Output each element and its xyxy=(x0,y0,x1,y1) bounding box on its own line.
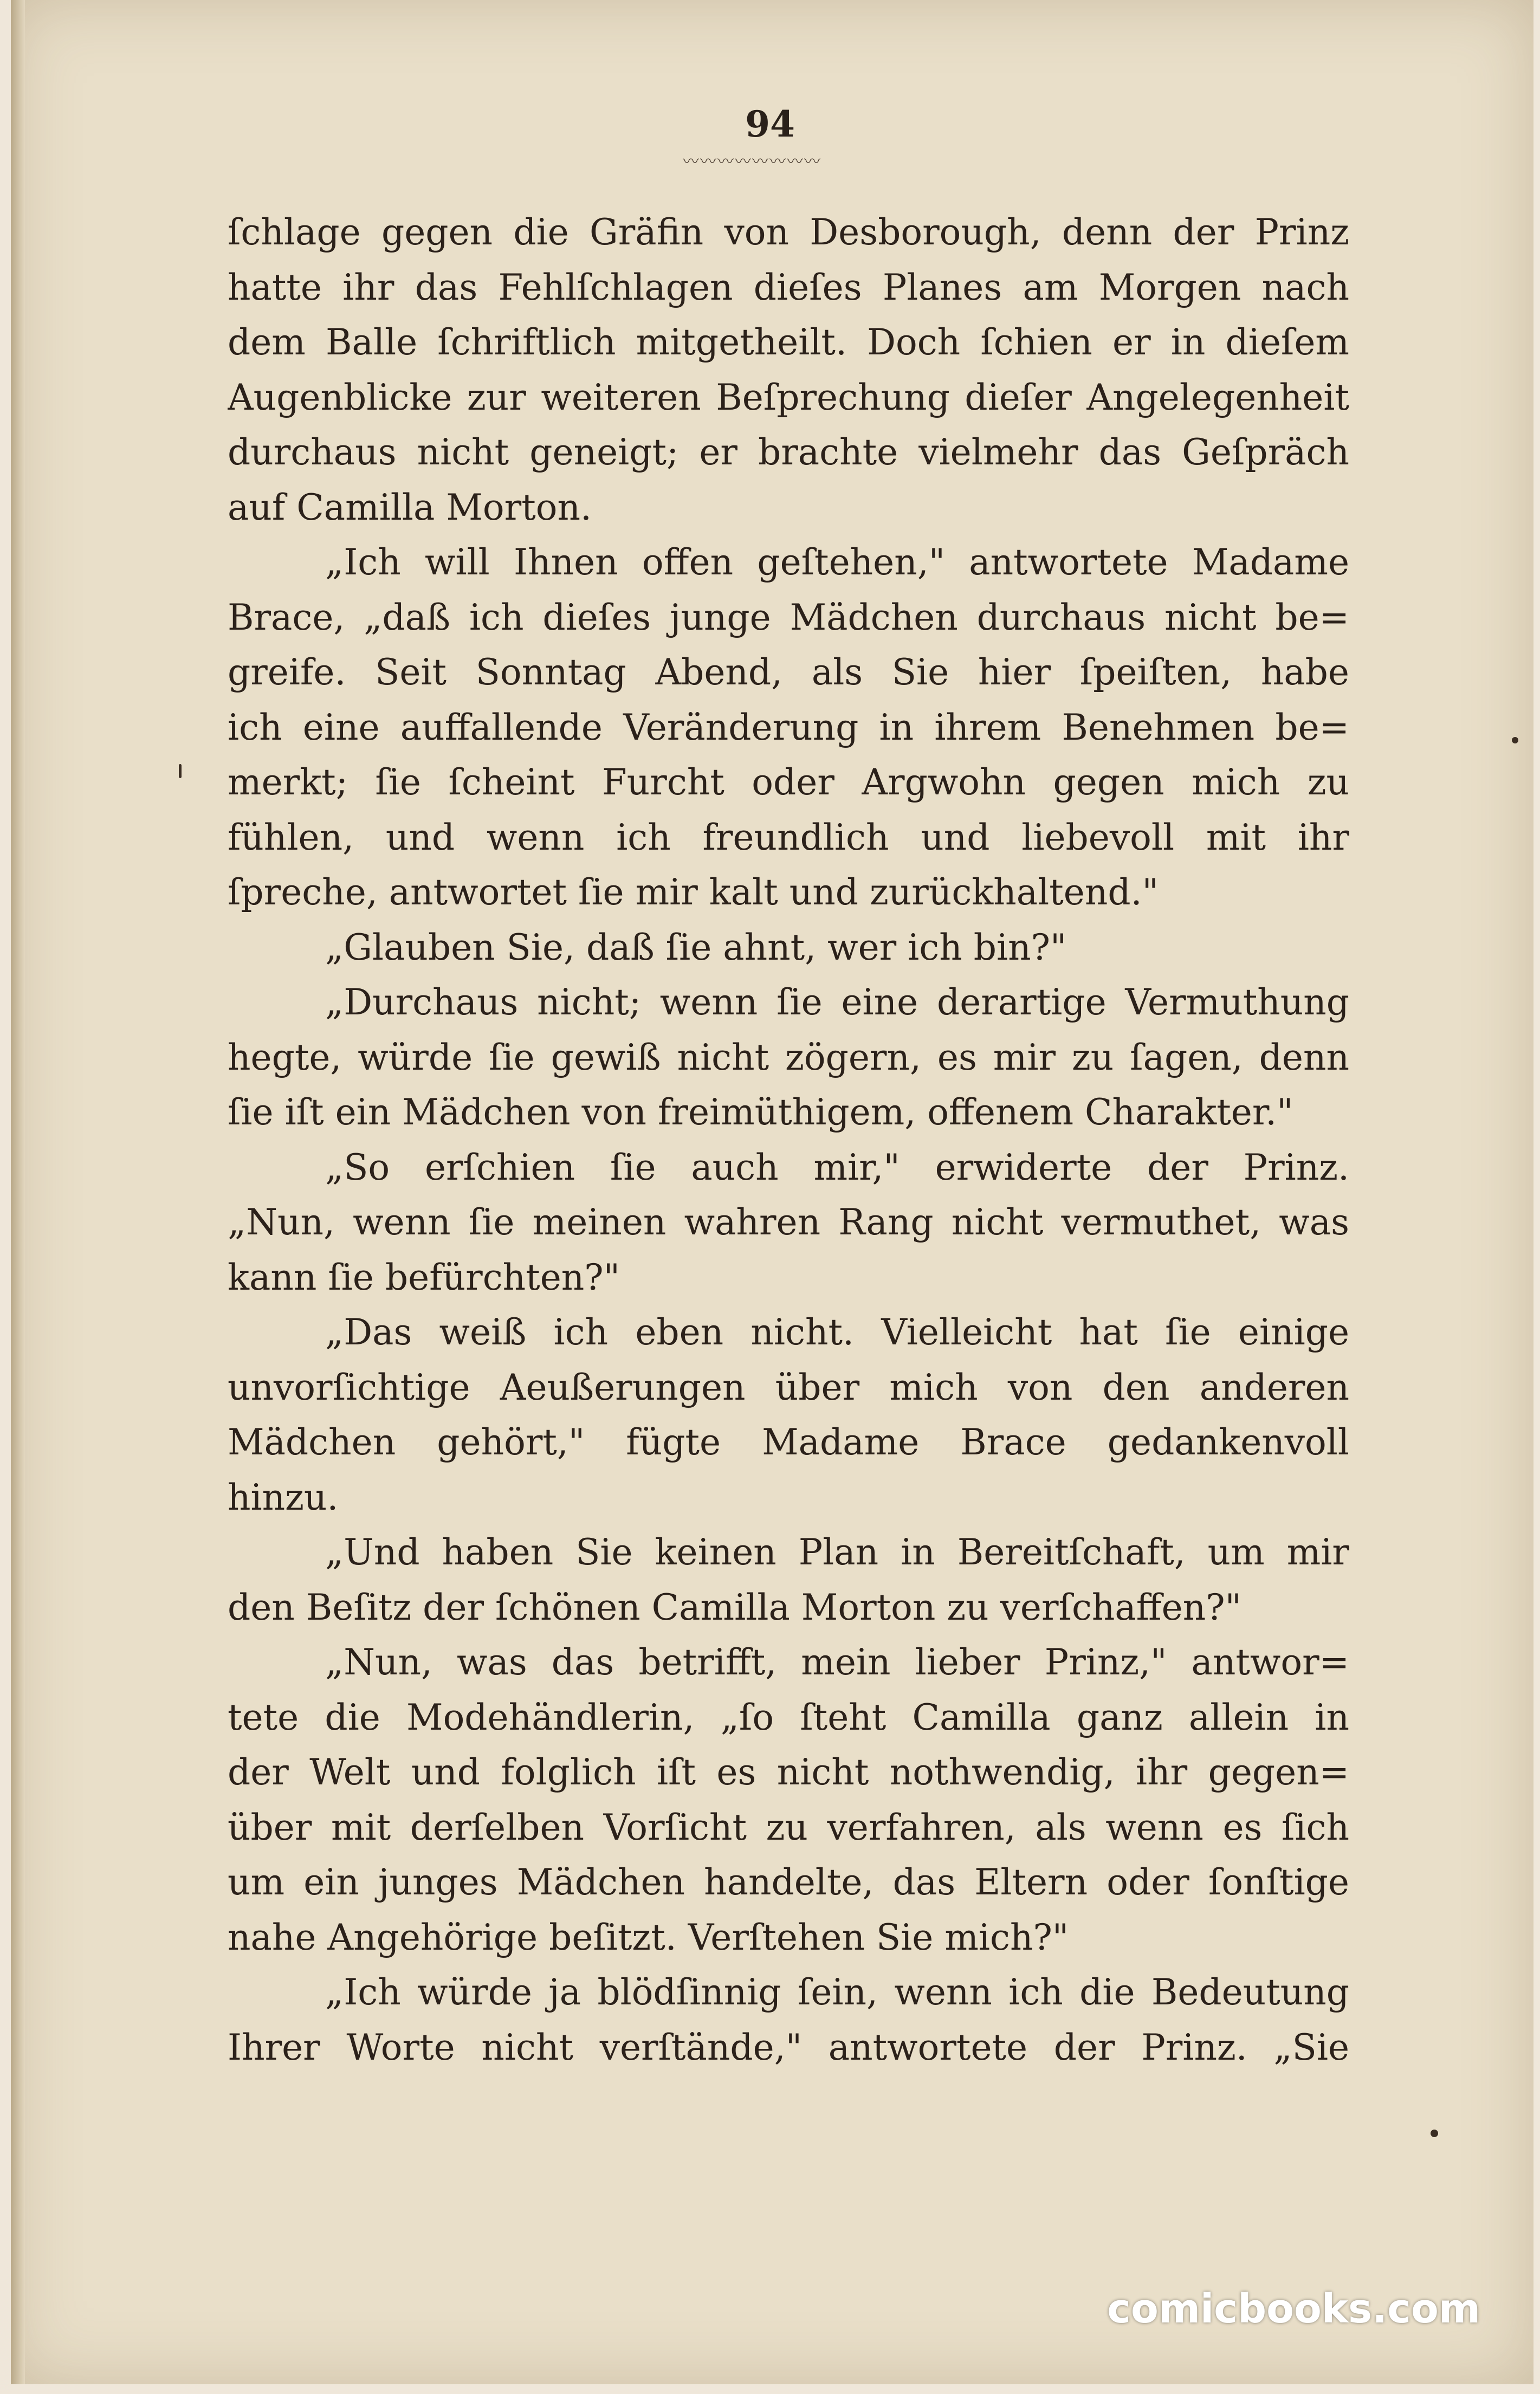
text-line: der Welt und folglich iſt es nicht nothwendig, ihr gegen= xyxy=(228,1751,1349,1793)
text-line: ſie iſt ein Mädchen von freimüthigem, offenem Charakter." xyxy=(228,1091,1293,1133)
text-line: unvorſichtige Aeußerungen über mich von den anderen xyxy=(228,1366,1349,1408)
text-line: „So erſchien ſie auch mir," erwiderte der Prinz. xyxy=(325,1146,1349,1188)
text-line: kann ſie befürchten?" xyxy=(228,1256,620,1298)
text-line: den Beſitz der ſchönen Camilla Morton zu verſchaffen?" xyxy=(228,1586,1241,1628)
text-line: nahe Angehörige beſitzt. Verſtehen Sie mich?" xyxy=(228,1916,1069,1958)
text-line: über mit derſelben Vorſicht zu verfahren, als wenn es ſich xyxy=(228,1806,1349,1848)
text-line: „Ich würde ja blödſinnig ſein, wenn ich die Bedeutung xyxy=(325,1971,1349,2013)
text-line: „Ich will Ihnen offen geſtehen," antwortete Madame xyxy=(325,541,1349,583)
body-text xyxy=(228,205,1349,2075)
text-line: „Durchaus nicht; wenn ſie eine derartige Vermuthung xyxy=(325,981,1349,1023)
paper-speck xyxy=(1512,737,1518,743)
page-edge xyxy=(11,0,25,2384)
text-line: „Das weiß ich eben nicht. Vielleicht hat ſie einige xyxy=(325,1311,1349,1353)
text-line: ſpreche, antwortet ſie mir kalt und zurückhaltend." xyxy=(228,871,1159,913)
text-line: „Nun, was das betrifft, mein lieber Prinz," antwor= xyxy=(325,1641,1349,1683)
text-line: auf Camilla Morton. xyxy=(228,486,592,528)
text-line: Ihrer Worte nicht verſtände," antwortete der Prinz. „Sie xyxy=(228,2026,1349,2068)
paper-speck xyxy=(1431,2130,1438,2137)
ornament-rule: 〰〰〰〰〰〰〰〰 xyxy=(683,156,821,168)
text-line: durchaus nicht geneigt; er brachte vielmehr das Geſpräch xyxy=(228,431,1349,473)
text-line: ſchlage gegen die Gräfin von Desborough, denn der Prinz xyxy=(228,211,1349,253)
text-line: Augenblicke zur weiteren Beſprechung dieſer Angelegenheit xyxy=(228,376,1349,418)
text-line: „Und haben Sie keinen Plan in Bereitſchaft, um mir xyxy=(325,1531,1349,1573)
page-number: 94 xyxy=(745,103,795,145)
text-line: hegte, würde ſie gewiß nicht zögern, es mir zu ſagen, denn xyxy=(228,1036,1349,1078)
text-line: Brace, „daß ich dieſes junge Mädchen durchaus nicht be= xyxy=(228,596,1349,638)
paper-speck xyxy=(179,764,182,778)
watermark-logo: comicbooks.com xyxy=(1107,2286,1480,2332)
text-line: hatte ihr das Fehlſchlagen dieſes Planes am Morgen nach xyxy=(228,266,1349,308)
text-line: dem Balle ſchriftlich mitgetheilt. Doch ſchien er in dieſem xyxy=(228,321,1349,363)
text-line: greife. Seit Sonntag Abend, als Sie hier ſpeiſten, habe xyxy=(228,651,1349,693)
text-line: um ein junges Mädchen handelte, das Eltern oder ſonſtige xyxy=(228,1861,1349,1903)
text-line: merkt; ſie ſcheint Furcht oder Argwohn gegen mich zu xyxy=(228,761,1349,803)
text-line: fühlen, und wenn ich freundlich und liebevoll mit ihr xyxy=(228,816,1349,858)
text-line: tete die Modehändlerin, „ſo ſteht Camilla ganz allein in xyxy=(228,1696,1349,1738)
text-line: hinzu. xyxy=(228,1476,339,1518)
text-line: „Nun, wenn ſie meinen wahren Rang nicht vermuthet, was xyxy=(228,1201,1349,1243)
text-line: ich eine auffallende Veränderung in ihrem Benehmen be= xyxy=(228,706,1349,748)
text-line: „Glauben Sie, daß ſie ahnt, wer ich bin?" xyxy=(325,926,1067,968)
text-line: Mädchen gehört," fügte Madame Brace gedankenvoll xyxy=(228,1421,1349,1463)
